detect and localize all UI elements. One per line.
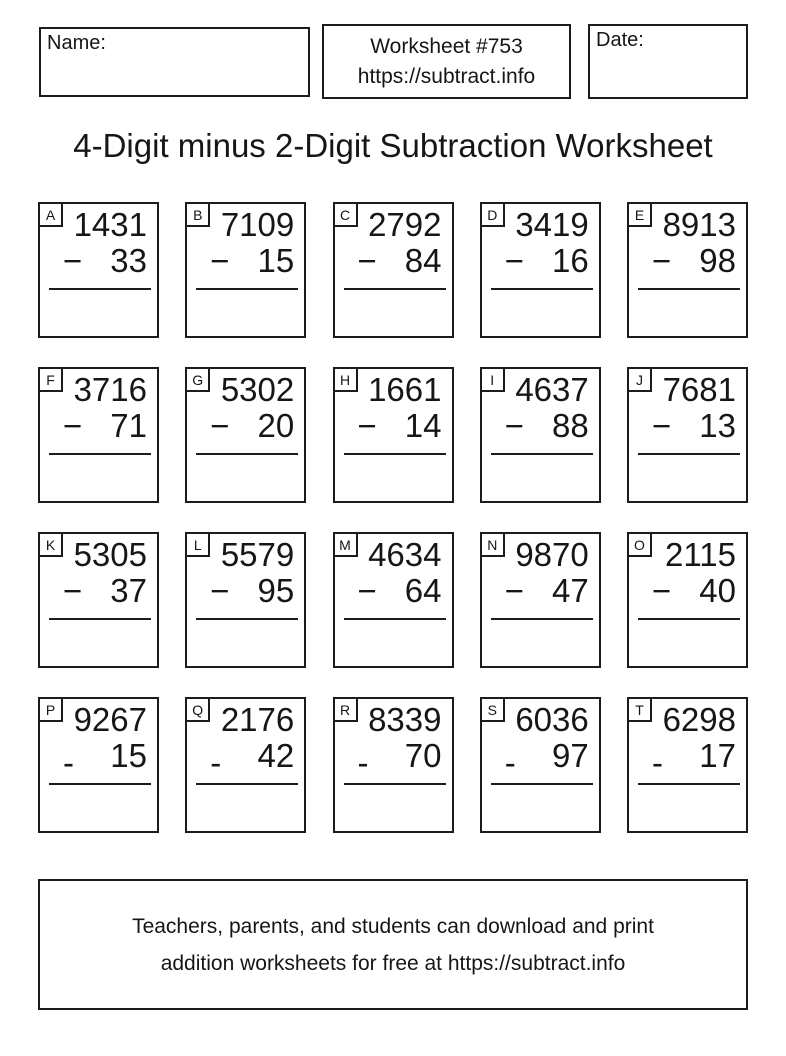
answer-line [196,783,298,785]
problem-letter: O [634,536,645,553]
problem-cell [480,367,601,503]
problem-letter-badge [38,202,63,227]
problem-letter-badge [627,202,652,227]
subtrahend: 40 [699,572,736,609]
minus-sign: - [652,744,663,781]
subtraction-row [40,409,157,443]
problem-letter-badge [627,697,652,722]
subtrahend: 95 [257,572,295,609]
problem-cell [627,532,748,668]
subtrahend: 20 [257,407,295,444]
problem-letter-badge [333,697,358,722]
minuend: 8913 [662,206,736,243]
minuend: 7109 [220,206,295,243]
problem-letter: L [193,536,202,553]
problems-grid [38,202,748,833]
problem-letter-badge [185,532,210,557]
page-title: 4-Digit minus 2-Digit Subtraction Worksheet [73,127,713,164]
problem-letter: H [339,371,351,388]
subtrahend: 42 [257,737,295,774]
answer-line [196,453,298,455]
answer-line [196,288,298,290]
problem-letter-badge [38,367,63,392]
minuend: 6036 [515,701,589,738]
minuend: 4634 [368,536,442,573]
minus-sign: − [63,242,83,279]
answer-line [344,618,446,620]
problem-cell [480,532,601,668]
subtraction-row [482,244,599,278]
subtrahend: 84 [404,242,442,279]
answer-line [638,618,740,620]
answer-line [49,783,151,785]
name-label: Name: [47,32,106,54]
problem-cell [333,697,454,833]
problem-letter-badge [185,202,210,227]
subtraction-row [187,737,304,781]
subtrahend: 64 [404,572,442,609]
answer-line [638,288,740,290]
minus-sign: − [652,242,672,279]
subtraction-row [40,244,157,278]
problem-letter-badge [480,367,505,392]
answer-line [49,618,151,620]
problem-letter: G [192,371,204,388]
footer-line-1: Teachers, parents, and students can download and print [132,914,654,938]
minus-sign: − [357,242,377,279]
subtraction-row [335,244,452,278]
problem-cell [333,202,454,338]
problem-cell [333,532,454,668]
minus-sign: - [357,744,369,781]
minuend: 2115 [665,536,736,573]
problem-letter-badge [480,532,505,557]
subtrahend: 33 [110,242,147,279]
minuend: 5579 [220,536,295,573]
answer-line [491,288,593,290]
minuend: 4637 [515,371,589,408]
problem-letter: Q [192,701,204,718]
minus-sign: − [504,407,525,444]
problem-letter: A [45,206,56,223]
subtraction-row [335,737,452,781]
problem-letter-badge [627,532,652,557]
problem-cell [38,532,159,668]
minus-sign: − [210,407,230,444]
problem-letter: M [339,536,351,553]
problem-cell [480,202,601,338]
minus-sign: − [504,572,525,609]
problem-cell [627,367,748,503]
date-box [588,24,748,99]
minuend: 6298 [662,701,736,738]
problem-letter: C [339,206,351,223]
subtraction-row [40,574,157,608]
minuend: 9870 [515,536,589,573]
footer-box [38,879,748,1010]
minuend: 1661 [368,371,442,408]
problem-letter: F [46,371,55,388]
subtrahend: 47 [552,572,589,609]
subtraction-row [187,574,304,608]
minus-sign: − [652,572,672,609]
problem-letter-badge [480,697,505,722]
minus-sign: − [63,407,83,444]
problem-cell [333,367,454,503]
minus-sign: − [210,572,230,609]
minuend: 3716 [73,371,147,408]
answer-line [344,783,446,785]
problem-letter-badge [185,697,210,722]
minuend: 8339 [368,701,442,738]
answer-line [491,783,593,785]
problem-letter: R [339,701,351,718]
problem-cell [627,202,748,338]
answer-line [638,453,740,455]
minus-sign: − [210,242,230,279]
problem-letter-badge [38,532,63,557]
problem-letter-badge [38,697,63,722]
footer-line-2: addition worksheets for free at https://subtract.info [160,951,626,975]
subtraction-row [482,574,599,608]
problem-letter-badge [627,367,652,392]
problem-letter: I [490,371,495,388]
answer-line [49,453,151,455]
minus-sign: - [210,744,222,781]
subtraction-row [40,737,157,781]
problem-letter: D [487,206,498,223]
minus-sign: − [357,407,377,444]
problem-cell [38,367,159,503]
problem-letter-badge [480,202,505,227]
problem-letter-badge [185,367,210,392]
answer-line [344,453,446,455]
problem-cell [480,697,601,833]
subtrahend: 37 [110,572,147,609]
problem-cell [185,697,306,833]
subtrahend: 88 [552,407,589,444]
date-label: Date: [596,29,644,51]
problem-letter: B [193,206,203,223]
answer-line [491,453,593,455]
problem-cell [185,202,306,338]
problem-cell [38,697,159,833]
problem-cell [185,532,306,668]
problem-letter: S [487,701,497,718]
subtraction-row [335,409,452,443]
minus-sign: - [504,744,516,781]
problem-letter: T [635,701,644,718]
minuend: 5302 [220,371,295,408]
subtrahend: 15 [110,737,147,774]
problem-cell [185,367,306,503]
answer-line [491,618,593,620]
problem-letter: J [636,371,643,388]
subtraction-row [482,737,599,781]
answer-line [344,288,446,290]
subtrahend: 70 [404,737,442,774]
subtraction-row [629,244,746,278]
subtrahend: 97 [552,737,589,774]
problem-cell [38,202,159,338]
subtraction-row [629,409,746,443]
subtraction-row [335,574,452,608]
subtrahend: 16 [552,242,589,279]
subtrahend: 98 [699,242,736,279]
subtrahend: 15 [257,242,295,279]
answer-line [49,288,151,290]
problem-letter: P [45,701,56,718]
minuend: 2792 [368,206,442,243]
problem-letter-badge [333,532,358,557]
worksheet-url: https://subtract.info [357,64,536,88]
subtrahend: 71 [110,407,147,444]
problem-letter: K [45,536,56,553]
minus-sign: − [63,572,83,609]
subtrahend: 14 [404,407,442,444]
subtraction-row [482,409,599,443]
name-box [39,27,310,97]
subtraction-row [629,737,746,781]
minus-sign: - [63,744,74,781]
problem-letter-badge [333,367,358,392]
worksheet-number: Worksheet #753 [370,34,523,58]
minus-sign: − [504,242,525,279]
subtraction-row [629,574,746,608]
worksheet-info-box [322,24,571,99]
answer-line [638,783,740,785]
answer-line [196,618,298,620]
problem-letter-badge [333,202,358,227]
subtrahend: 13 [699,407,736,444]
minuend: 2176 [220,701,295,738]
minuend: 1431 [73,206,147,243]
subtraction-row [187,244,304,278]
subtraction-row [187,409,304,443]
minus-sign: − [357,572,377,609]
problem-cell [627,697,748,833]
problem-letter: N [487,536,498,553]
minus-sign: − [652,407,672,444]
subtrahend: 17 [699,737,736,774]
minuend: 3419 [515,206,589,243]
minuend: 7681 [662,371,736,408]
minuend: 9267 [73,701,147,738]
minuend: 5305 [73,536,147,573]
problem-letter: E [634,206,645,223]
